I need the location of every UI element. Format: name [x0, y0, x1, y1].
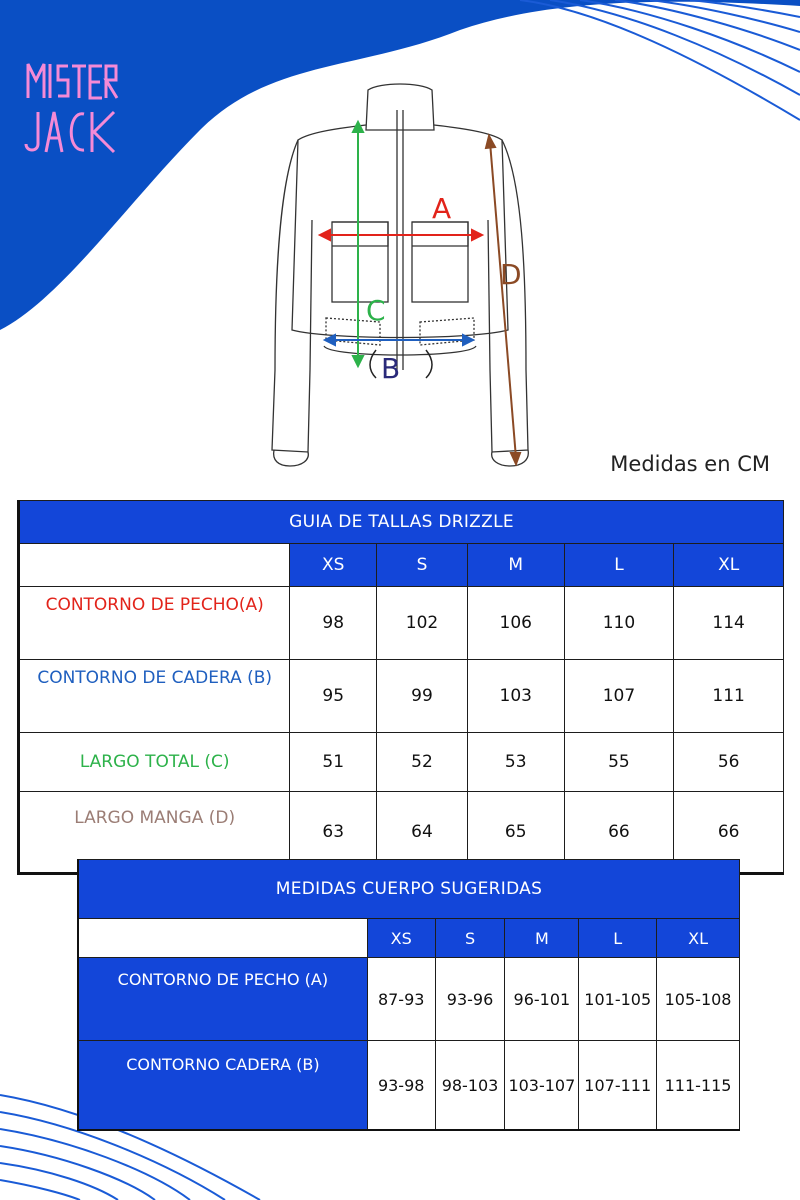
row-label-total-length: LARGO TOTAL (C) — [19, 733, 290, 792]
row-label-chest: CONTORNO DE PECHO(A) — [19, 587, 290, 660]
value-cell: 110 — [564, 587, 674, 660]
value-cell: 102 — [377, 587, 468, 660]
garment-table-title: GUIA DE TALLAS DRIZZLE — [19, 501, 784, 544]
table-row — [19, 660, 784, 733]
value-cell: 56 — [674, 733, 784, 792]
value-cell: 106 — [467, 587, 564, 660]
value-cell: 93-96 — [435, 958, 505, 1041]
value-cell: 55 — [564, 733, 674, 792]
table-row — [78, 958, 740, 1041]
value-cell: 114 — [674, 587, 784, 660]
value-cell: 63 — [290, 792, 377, 874]
value-cell: 101-105 — [579, 958, 657, 1041]
size-header-xl: XL — [674, 544, 784, 587]
size-header-xs: XS — [367, 919, 435, 958]
measure-a-arrow — [320, 230, 482, 240]
value-cell: 99 — [377, 660, 468, 733]
size-header-xl: XL — [657, 919, 740, 958]
value-cell: 103 — [467, 660, 564, 733]
row-label-hip: CONTORNO DE CADERA (B) — [19, 660, 290, 733]
value-cell: 103-107 — [505, 1041, 579, 1131]
value-cell: 95 — [290, 660, 377, 733]
measure-c-arrow — [353, 122, 363, 366]
brand-logo — [22, 58, 122, 158]
top-right-wave-lines — [520, 0, 800, 120]
table-row — [19, 587, 784, 660]
value-cell: 107 — [564, 660, 674, 733]
value-cell: 51 — [290, 733, 377, 792]
row-label-chest: CONTORNO DE PECHO (A) — [78, 958, 367, 1041]
size-header-m: M — [467, 544, 564, 587]
row-label-hip: CONTORNO CADERA (B) — [78, 1041, 367, 1131]
value-cell: 105-108 — [657, 958, 740, 1041]
value-cell: 53 — [467, 733, 564, 792]
garment-size-header-row — [19, 544, 784, 587]
value-cell: 65 — [467, 792, 564, 874]
measure-b-label: B — [381, 352, 401, 385]
value-cell: 111 — [674, 660, 784, 733]
measure-a-label: A — [432, 192, 452, 225]
size-header-m: M — [505, 919, 579, 958]
measure-c-label: C — [366, 294, 386, 327]
size-header-s: S — [377, 544, 468, 587]
size-header-l: L — [564, 544, 674, 587]
value-cell: 87-93 — [367, 958, 435, 1041]
value-cell: 66 — [564, 792, 674, 874]
units-note: Medidas en CM — [610, 452, 770, 476]
jacket-diagram — [250, 70, 550, 480]
body-table-title: MEDIDAS CUERPO SUGERIDAS — [78, 860, 740, 919]
value-cell: 107-111 — [579, 1041, 657, 1131]
value-cell: 66 — [674, 792, 784, 874]
value-cell: 64 — [377, 792, 468, 874]
table-row — [19, 733, 784, 792]
value-cell: 93-98 — [367, 1041, 435, 1131]
logo-graphic — [22, 58, 122, 158]
body-measurements-table — [77, 859, 740, 1131]
garment-size-table — [17, 500, 784, 875]
size-header-xs: XS — [290, 544, 377, 587]
size-header-s: S — [435, 919, 505, 958]
size-header-l: L — [579, 919, 657, 958]
value-cell: 98 — [290, 587, 377, 660]
table-row — [78, 1041, 740, 1131]
row-label-sleeve-length: LARGO MANGA (D) — [19, 792, 290, 874]
value-cell: 96-101 — [505, 958, 579, 1041]
body-size-header-row — [78, 919, 740, 958]
measure-d-label: D — [500, 258, 522, 291]
blank-header-cell — [19, 544, 290, 587]
blank-header-cell — [78, 919, 367, 958]
value-cell: 52 — [377, 733, 468, 792]
value-cell: 98-103 — [435, 1041, 505, 1131]
value-cell: 111-115 — [657, 1041, 740, 1131]
